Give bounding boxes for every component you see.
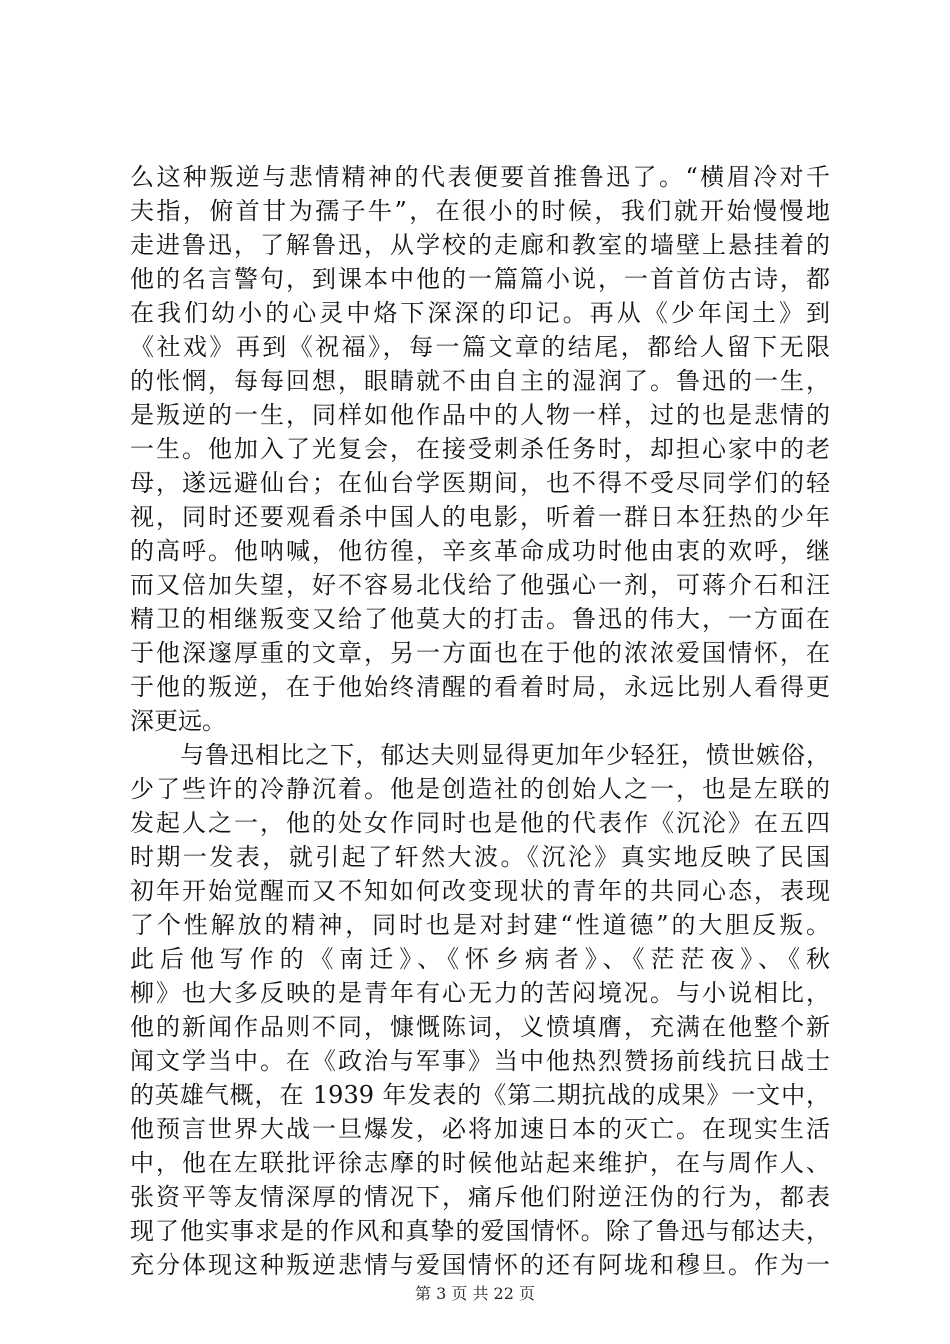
text-line: 了个性解放的精神，同时也是对封建“性道德”的大胆反叛。: [130, 911, 830, 939]
text-line: 时期一发表，就引起了轩然大波。《沉沦》真实地反映了民国: [130, 843, 830, 871]
body-text: [130, 160, 830, 1282]
text-line: 夫指，俯首甘为孺子牛”，在很小的时候，我们就开始慢慢地: [130, 197, 830, 225]
text-line: 他预言世界大战一旦爆发，必将加速日本的灭亡。在现实生活: [130, 1115, 830, 1143]
text-line-paragraph-start: 与鲁迅相比之下，郁达夫则显得更加年少轻狂，愤世嫉俗，: [130, 741, 830, 769]
text-line: 在我们幼小的心灵中烙下深深的印记。再从《少年闰土》到: [130, 299, 830, 327]
text-line: 充分体现这种叛逆悲情与爱国情怀的还有阿垅和穆旦。作为一: [130, 1251, 830, 1279]
text-line: 中，他在左联批评徐志摩的时候他站起来维护，在与周作人、: [130, 1149, 830, 1177]
text-line: 一生。他加入了光复会，在接受刺杀任务时，却担心家中的老: [130, 435, 830, 463]
text-line: 张资平等友情深厚的情况下，痛斥他们附逆汪伪的行为，都表: [130, 1183, 830, 1211]
text-line: 是叛逆的一生，同样如他作品中的人物一样，过的也是悲情的: [130, 401, 830, 429]
text-line-paragraph-end: 深更远。: [130, 707, 226, 735]
page-footer: 第 3 页 共 22 页: [415, 1284, 535, 1303]
text-line: 的高呼。他呐喊，他彷徨，辛亥革命成功时他由衷的欢呼，继: [130, 537, 830, 565]
text-line: 走进鲁迅，了解鲁迅，从学校的走廊和教室的墙壁上悬挂着的: [130, 231, 830, 259]
text-line: 此后他写作的《南迁》、《怀乡病者》、《茫茫夜》、《秋: [130, 945, 830, 973]
text-line: 么这种叛逆与悲情精神的代表便要首推鲁迅了。“横眉冷对千: [130, 163, 830, 191]
text-line: 闻文学当中。在《政治与军事》当中他热烈赞扬前线抗日战士: [130, 1047, 830, 1075]
text-line: 少了些许的冷静沉着。他是创造社的创始人之一，也是左联的: [130, 775, 830, 803]
text-line: 视，同时还要观看杀中国人的电影，听着一群日本狂热的少年: [130, 503, 830, 531]
text-line: 的英雄气概，在 1939 年发表的《第二期抗战的成果》一文中，: [130, 1081, 830, 1109]
text-line: 发起人之一，他的处女作同时也是他的代表作《沉沦》在五四: [130, 809, 830, 837]
text-line: 于他的叛逆，在于他始终清醒的看着时局，永远比别人看得更: [130, 673, 830, 701]
text-line: 于他深邃厚重的文章，另一方面也在于他的浓浓爱国情怀，在: [130, 639, 830, 667]
text-line: 柳》也大多反映的是青年有心无力的苦闷境况。与小说相比，: [130, 979, 830, 1007]
text-line: 精卫的相继叛变又给了他莫大的打击。鲁迅的伟大，一方面在: [130, 605, 830, 633]
text-line: 他的名言警句，到课本中他的一篇篇小说，一首首仿古诗，都: [130, 265, 830, 293]
text-line: 《社戏》再到《祝福》，每一篇文章的结尾，都给人留下无限: [130, 333, 830, 361]
text-line: 的怅惘，每每回想，眼睛就不由自主的湿润了。鲁迅的一生，: [130, 367, 830, 395]
text-line: 现了他实事求是的作风和真挚的爱国情怀。除了鲁迅与郁达夫，: [130, 1217, 830, 1245]
text-line: 而又倍加失望，好不容易北伐给了他强心一剂，可蒋介石和汪: [130, 571, 830, 599]
text-line: 母，遂远避仙台；在仙台学医期间，也不得不受尽同学们的轻: [130, 469, 830, 497]
text-line: 初年开始觉醒而又不知如何改变现状的青年的共同心态，表现: [130, 877, 830, 905]
text-line: 他的新闻作品则不同，慷慨陈词，义愤填膺，充满在他整个新: [130, 1013, 830, 1041]
